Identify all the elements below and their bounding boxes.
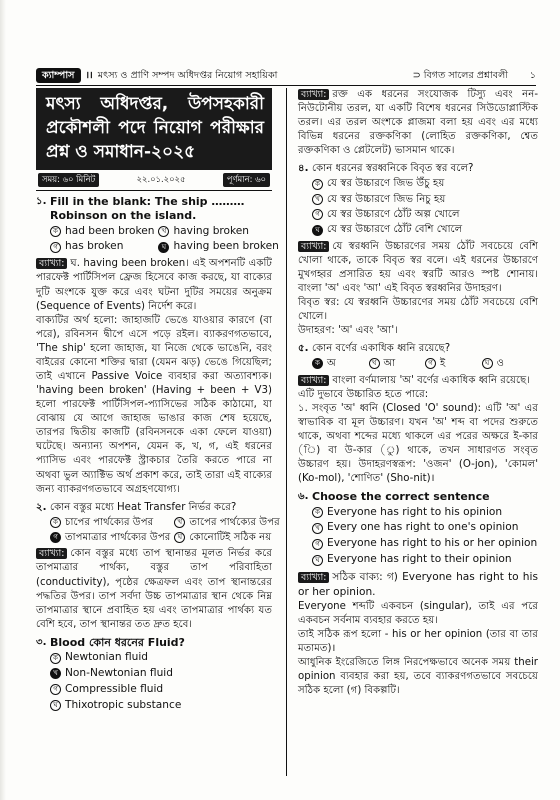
- option-a[interactable]: [50, 650, 272, 666]
- option-text: Compressible fluid: [65, 682, 164, 695]
- question-number: ২.: [36, 501, 47, 513]
- explanation-text: ১. সংবৃত 'অ' ধ্বনি (Closed 'O' sound): এটি 'অ' এর স্বাভাবিক বা মূল উচ্চারণ। যখন 'অ' শব্দ বা পদের শুরুতে থাকে, অথবা শব্দের মধ্যে থাকলে এর পরের অক্ষরে ই-কার (ি) বা উ-কার (ু) থাকে, তখন সাধারণত সংবৃত উচ্চারণ হয়। উদাহরণস্বরূপ: 'ওজন' (O-jon), 'কোমল' (Ko-mol), 'শোণিত' (Sho-nit)।: [298, 402, 538, 485]
- option-marker-icon: খ: [369, 358, 380, 369]
- option-a[interactable]: [50, 515, 170, 530]
- explanation-text: এটি দুভাবে উচ্চারিত হতে পারে:: [298, 388, 429, 400]
- option-text: ও: [496, 358, 504, 370]
- option-text: যে স্বর উচ্চারণে ঠোঁট অল্প খোলে: [327, 209, 460, 221]
- exam-meta: [36, 170, 272, 191]
- option-text: having broken: [173, 224, 250, 237]
- option-c[interactable]: [50, 239, 154, 255]
- question-text: Blood কোন ধরনের Fluid?: [50, 635, 185, 649]
- question-text: কোন ধরনের স্বরধ্বনিকে বিবৃত স্বর বলে?: [312, 163, 474, 175]
- explanation-text: ঘ. having been broken। এই অপশনটি একটি পারফেক্ট পার্টিসিপল ফ্রেজ হিসেবে কাজ করছে, যা বাক্যের দুটি অংশকে যুক্ত করে এবং ঘটনা দুটির সময়ের অনুক্রম (Sequence of Events) নির্দেশ করে।: [36, 258, 272, 312]
- question-6: [298, 490, 538, 504]
- question-number: ৬.: [298, 491, 309, 503]
- q6-options: [298, 505, 538, 569]
- selected-option-marker-icon: খ: [50, 668, 61, 679]
- option-c[interactable]: [425, 356, 482, 371]
- explanation-text: বাক্যটির অর্থ হলো: জাহাজটি ভেঙে যাওয়ার কারণে (বা পরে), রবিনসন দ্বীপে এসে পড়ে রইল। ব্যাকরণগতভাবে, 'The ship' হলো জাহাজ, যা নিজে থেকে ভাঙেনি, বরং বাইরের কোনো শক্তির দ্বারা (যেমন ঝড়) ভেঙে গিয়েছিল; তাই এখানে Passive Voice ব্যবহার করা অত্যাবশ্যক। 'having been broken' (Having + been + V3) হলো পারফেক্ট পার্টিসিপল-প্যাসিভের সঠিক কাঠামো, যা বোঝায় যে আগে জাহাজ ভাঙার কাজ শেষ হয়েছে, তারপর দ্বিতীয় কাজটি (রবিনসনকে একা ফেলে যাওয়া) ঘটেছে। অন্যান্য অপশন, যেমন ক, খ, গ, এই ধরনের প্যাসিভ এবং পারফেক্ট স্ট্রাকচার তৈরি করতে পারে না অথবা ভুল অ্যাক্টিভ অর্থ প্রকাশ করে, তাই তারা এই বাক্যের জন্য ব্যাকরণগতভাবে অগ্রহণযোগ্য।: [36, 314, 272, 495]
- page-number: ১: [529, 69, 536, 81]
- option-text: যে স্বর উচ্চারণে জিভ উঁচু হয়: [327, 178, 445, 190]
- option-text: has broken: [65, 240, 124, 253]
- option-text: Thixotropic substance: [65, 698, 182, 711]
- selected-option-marker-icon: ঘ: [158, 242, 169, 253]
- explanation-tag: ব্যাখ্যা:: [298, 241, 329, 252]
- option-marker-icon: গ: [425, 358, 436, 369]
- right-column: [298, 88, 538, 698]
- explanation-text: উদাহরণ: 'অ' এবং 'আ'।: [298, 325, 398, 337]
- option-b[interactable]: [174, 515, 279, 530]
- option-d[interactable]: [158, 239, 278, 255]
- question-number: ৫.: [298, 343, 309, 355]
- exam-time: সময়: ৬০ মিনিট: [38, 173, 99, 187]
- q5-options: [298, 356, 538, 371]
- option-d[interactable]: [312, 552, 538, 568]
- left-column: [36, 88, 280, 714]
- option-marker-icon: ক: [312, 179, 323, 190]
- option-text: যে স্বর উচ্চারণে জিভ নিচু হয়: [327, 193, 446, 205]
- selected-option-marker-icon: গ: [50, 532, 61, 543]
- option-text: আ: [383, 358, 396, 370]
- option-marker-icon: গ: [312, 209, 323, 220]
- option-text: having been broken: [173, 240, 279, 253]
- question-text: Choose the correct sentence: [312, 490, 490, 504]
- header-section-text: বিগত সালের প্রশ্নাবলী: [423, 69, 508, 81]
- header-separator: ।।: [85, 69, 93, 81]
- question-number: ৩.: [36, 636, 47, 648]
- explanation-tag: ব্যাখ্যা:: [36, 548, 67, 559]
- option-text: অ: [327, 358, 336, 370]
- option-d[interactable]: [312, 222, 538, 237]
- question-5: [298, 342, 538, 356]
- option-marker-icon: গ: [312, 539, 323, 550]
- option-b[interactable]: [369, 356, 426, 371]
- option-a[interactable]: [312, 505, 538, 521]
- option-marker-icon: গ: [50, 684, 61, 695]
- q3-options: [36, 650, 272, 714]
- exam-date: ২২.০১.২০২৫: [136, 174, 186, 185]
- option-marker-icon: ক: [50, 653, 61, 664]
- q6-explanation: [298, 570, 538, 698]
- option-c[interactable]: [312, 207, 538, 222]
- option-b[interactable]: [158, 224, 278, 240]
- header-title: মৎস্য ও প্রাণি সম্পদ অধিদপ্তর নিয়োগ সহায়িকা: [97, 69, 278, 81]
- question-text: কোন বস্তুর মধ্যে Heat Transfer নির্ভর করে?: [50, 501, 237, 513]
- option-c[interactable]: [312, 536, 538, 552]
- option-marker-icon: ক: [50, 517, 61, 528]
- q4-explanation: [298, 240, 538, 339]
- q5-explanation: [298, 374, 538, 487]
- explanation-text: সঠিক বাক্য: গ) Everyone has right to his or her opinion.: [298, 571, 538, 599]
- option-text: had been broken: [65, 224, 155, 237]
- option-marker-icon: ঘ: [312, 555, 323, 566]
- option-text: তাপমাত্রার পার্থক্যের উপর: [65, 532, 171, 544]
- q2-explanation: [36, 547, 272, 631]
- question-2: [36, 501, 272, 515]
- option-text: Every one has right to one's opinion: [327, 521, 519, 534]
- question-text: Fill in the blank: The ship ……… Robinson on the island.: [50, 194, 245, 223]
- option-d[interactable]: [174, 530, 279, 545]
- option-marker-icon: খ: [312, 523, 323, 534]
- option-marker-icon: খ: [158, 226, 169, 237]
- explanation-tag: ব্যাখ্যা:: [298, 89, 329, 100]
- option-c[interactable]: [50, 682, 272, 698]
- option-a[interactable]: [312, 176, 538, 191]
- explanation-tag: ব্যাখ্যা:: [298, 572, 329, 583]
- selected-option-marker-icon: ঘ: [312, 225, 323, 236]
- explanation-text: বাংলা বর্ণমালায় 'অ' বর্ণের একাধিক ধ্বনি রয়েছে।: [332, 374, 530, 386]
- option-text: Everyone has right to his or her opinion: [327, 537, 538, 550]
- option-marker-icon: ক: [312, 507, 323, 518]
- explanation-text: কোন বস্তুর মধ্যে তাপ স্থানান্তর মূলত নির্ভর করে তাপমাত্রার পার্থক্য, বস্তুর তাপ পরিবাহিতা (conductivity), পৃষ্ঠের ক্ষেত্রফল এবং তাপ স্থানান্তরের পদ্ধতির উপর। তাপ সর্বদা উচ্চ তাপমাত্রার স্থান থেকে নিম্ন তাপমাত্রার স্থানে প্রবাহিত হয় এবং তাপমাত্রার পার্থক্য যত বেশি হবে, তাপ স্থানান্তর তত দ্রুত হবে।: [36, 548, 272, 630]
- q1-explanation: [36, 257, 272, 496]
- option-text: যে স্বর উচ্চারণে ঠোঁট বেশি খোলে: [327, 224, 463, 236]
- explanation-text: আধুনিক ইংরেজিতে লিঙ্গ নিরপেক্ষভাবে অনেক সময় their opinion ব্যবহার করা হয়, তবে ব্যাকরণগতভাবে সবচেয়ে সঠিক হলো (গ) বিকল্পটি।: [298, 656, 538, 697]
- option-text: চাপের পার্থক্যের উপর: [65, 516, 154, 528]
- page-fold-shadow: [0, 0, 6, 800]
- q4-options: [298, 176, 538, 237]
- column-divider: [286, 88, 287, 776]
- option-d[interactable]: [50, 698, 272, 714]
- question-3: [36, 636, 272, 650]
- explanation-text: তাই সঠিক রূপ হলো - his or her opinion (তার বা তার মতামত)।: [298, 628, 538, 654]
- option-marker-icon: খ: [174, 517, 185, 528]
- question-number: ১.: [36, 195, 47, 207]
- option-a[interactable]: [312, 356, 369, 371]
- question-1: [36, 195, 272, 224]
- option-text: Everyone has right to their opinion: [327, 553, 512, 566]
- option-a[interactable]: [50, 224, 154, 240]
- explanation-text: যে স্বরধ্বনি উচ্চারণের সময় ঠোঁট সবচেয়ে বেশি খোলা থাকে, তাকে বিবৃত স্বর বলে। এই ধরনের উচ্চারণে মুখগহ্বর প্রসারিত হয় এবং স্বরটি আরও স্পষ্ট শোনায়। বাংলা 'অ' এবং 'আ' এই বিবৃত স্বরধ্বনির উদাহরণ।: [298, 240, 538, 294]
- question-4: [298, 162, 538, 176]
- explanation-text: Everyone শব্দটি একবচন (singular), তাই এর পরে একবচন সর্বনাম ব্যবহার করতে হয়।: [298, 600, 538, 626]
- explanation-tag: ব্যাখ্যা:: [298, 375, 329, 386]
- option-marker-icon: ঘ: [174, 532, 185, 543]
- option-b[interactable]: [312, 520, 538, 536]
- option-text: ই: [440, 358, 446, 370]
- question-text: কোন বর্ণের একাধিক ধ্বনি রয়েছে?: [312, 343, 451, 355]
- brand-logo: ক্যাম্পাস: [36, 68, 81, 83]
- q1-options: [36, 224, 279, 256]
- option-text: Non-Newtonian fluid: [65, 667, 173, 679]
- option-b[interactable]: [312, 192, 538, 207]
- option-text: তাপের পার্থক্যের উপর: [189, 516, 280, 528]
- option-marker-icon: গ: [50, 242, 61, 253]
- explanation-tag: ব্যাখ্যা:: [36, 258, 67, 269]
- exam-marks: পূর্ণমান: ৬০: [223, 173, 270, 187]
- q2-options: [36, 515, 280, 546]
- explanation-text: রক্ত এক ধরনের সংযোজক টিস্যু এবং নন-নিউটোনীয় তরল, যা একটি বিশেষ ধরনের সিউডোপ্লাস্টিক তরল। এর তরল অংশকে প্লাজমা বলা হয় এবং এর মধ্যে বিভিন্ন ধরনের রক্তকণিকা (লোহিত রক্তকণিকা, শ্বেত রক্তকণিকা ও প্লেটলেট) ভাসমান থাকে।: [298, 89, 538, 157]
- option-d[interactable]: [482, 356, 539, 371]
- option-marker-icon: ঘ: [482, 358, 493, 369]
- option-b[interactable]: [50, 666, 272, 682]
- option-marker-icon: ক: [50, 226, 61, 237]
- explanation-text: বিবৃত স্বর: যে স্বরধ্বনি উচ্চারণের সময় ঠোঁট সবচেয়ে বেশি খোলে।: [298, 296, 538, 323]
- option-text: Everyone has right to his opinion: [327, 505, 503, 518]
- page-header: [36, 66, 536, 86]
- option-text: Newtonian fluid: [65, 651, 149, 664]
- option-marker-icon: ঘ: [50, 700, 61, 711]
- option-text: কোনোটিই সঠিক নয়: [189, 532, 272, 544]
- option-marker-icon: খ: [312, 194, 323, 205]
- question-number: ৪.: [298, 163, 309, 175]
- exam-title: মৎস্য অধিদপ্তর, উপসহকারী প্রকৌশলী পদে নিয়োগ পরীক্ষার প্রশ্ন ও সমাধান-২০২৫: [36, 88, 272, 170]
- selected-option-marker-icon: ক: [312, 358, 323, 369]
- header-section-label: ⊃ বিগত সালের প্রশ্নাবলী: [412, 69, 508, 81]
- option-c[interactable]: [50, 530, 170, 545]
- q3-explanation: [298, 88, 538, 158]
